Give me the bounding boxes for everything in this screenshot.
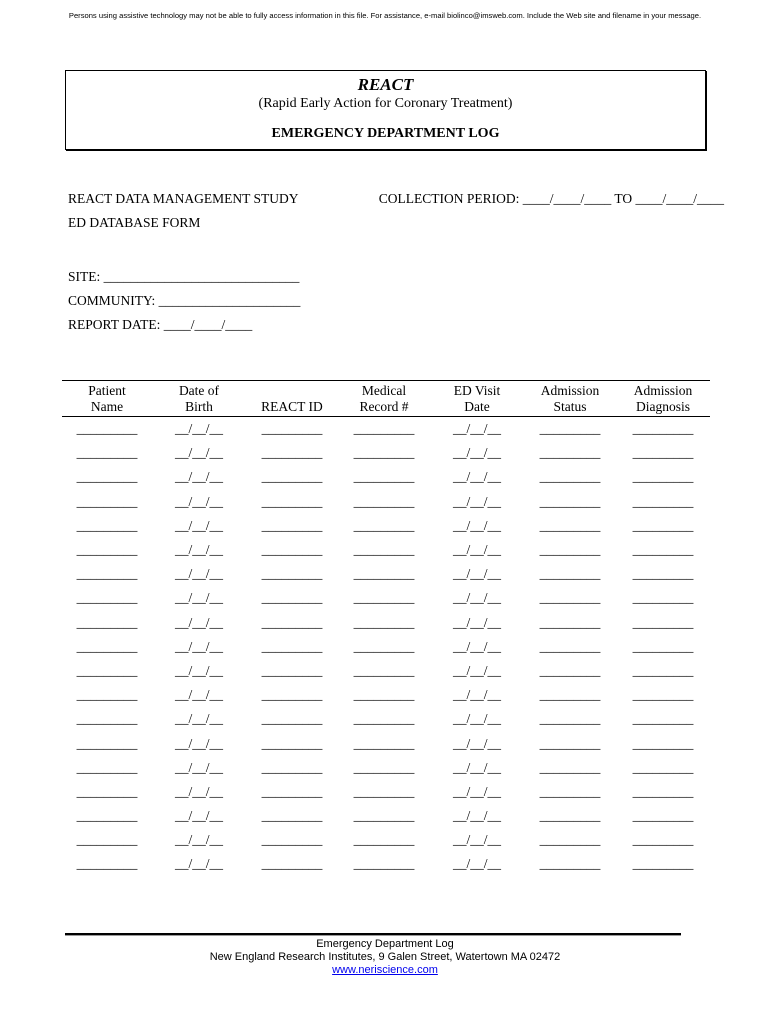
table-cell-blank[interactable]: _________ (76, 687, 138, 703)
table-cell-blank[interactable]: _________ (76, 832, 138, 848)
table-cell-blank[interactable]: __/__/__ (452, 542, 501, 558)
column-header (246, 381, 338, 417)
table-cell-blank[interactable]: _________ (353, 517, 415, 533)
column-header (430, 381, 524, 417)
table-row (62, 490, 710, 514)
table-cell-blank[interactable]: _________ (632, 445, 694, 461)
table-cell-blank[interactable]: _________ (261, 711, 323, 727)
table-cell-blank[interactable]: _________ (539, 469, 601, 485)
table-cell-blank[interactable]: _________ (76, 808, 138, 824)
table-cell-blank[interactable]: _________ (539, 856, 601, 872)
table-row (62, 635, 710, 659)
table-cell-blank[interactable]: _________ (261, 542, 323, 558)
table-cell-blank[interactable]: _________ (632, 711, 694, 727)
column-header-line1: ED Visit (453, 383, 501, 398)
table-cell-blank[interactable]: __/__/__ (174, 662, 223, 678)
table-row (62, 514, 710, 538)
footer-divider (65, 933, 681, 935)
table-cell-blank[interactable]: _________ (76, 735, 138, 751)
column-header (338, 381, 430, 417)
footer-title: Emergency Department Log (316, 938, 454, 950)
table-cell-blank[interactable]: __/__/__ (452, 783, 501, 799)
table-cell-blank[interactable]: _________ (353, 735, 415, 751)
table-cell-blank[interactable]: _________ (261, 735, 323, 751)
table-row (62, 586, 710, 610)
table-cell-blank[interactable]: __/__/__ (174, 517, 223, 533)
table-cell-blank[interactable]: __/__/__ (452, 808, 501, 824)
table-cell-blank[interactable]: _________ (76, 856, 138, 872)
table-cell-blank[interactable]: _________ (632, 517, 694, 533)
table-cell-blank[interactable]: __/__/__ (174, 832, 223, 848)
table-row (62, 731, 710, 755)
table-cell-blank[interactable]: _________ (539, 542, 601, 558)
table-cell-blank[interactable]: _________ (76, 590, 138, 606)
table-cell-blank[interactable]: __/__/__ (174, 711, 223, 727)
table-cell-blank[interactable]: _________ (261, 662, 323, 678)
table-cell-blank[interactable]: __/__/__ (174, 783, 223, 799)
table-cell-blank[interactable]: _________ (539, 808, 601, 824)
table-cell-blank[interactable]: _________ (353, 687, 415, 703)
column-header-line1: Date of (178, 383, 220, 398)
table-cell-blank[interactable]: _________ (261, 469, 323, 485)
log-title: EMERGENCY DEPARTMENT LOG (271, 126, 500, 141)
table-row (62, 804, 710, 828)
table-cell-blank[interactable]: __/__/__ (174, 445, 223, 461)
table-cell-blank[interactable]: _________ (539, 759, 601, 775)
table-row (62, 659, 710, 683)
table-cell-blank[interactable]: _________ (632, 469, 694, 485)
table-cell-blank[interactable]: _________ (539, 638, 601, 654)
table-cell-blank[interactable]: __/__/__ (174, 421, 223, 437)
table-cell-blank[interactable]: _________ (76, 566, 138, 582)
table-header-row (62, 381, 710, 417)
column-header-line2: Record # (359, 399, 409, 414)
table-row (62, 465, 710, 489)
table-cell-blank[interactable]: __/__/__ (452, 735, 501, 751)
table-row (62, 417, 710, 442)
column-header-line2: Name (90, 399, 124, 414)
table-cell-blank[interactable]: __/__/__ (452, 517, 501, 533)
table-cell-blank[interactable]: __/__/__ (452, 421, 501, 437)
table-cell-blank[interactable]: _________ (632, 542, 694, 558)
table-cell-blank[interactable]: _________ (261, 445, 323, 461)
table-cell-blank[interactable]: __/__/__ (452, 711, 501, 727)
table-cell-blank[interactable]: _________ (261, 517, 323, 533)
column-header-line2: Birth (185, 399, 213, 414)
table-cell-blank[interactable]: _________ (261, 687, 323, 703)
table-cell-blank[interactable]: _________ (632, 493, 694, 509)
table-cell-blank[interactable]: __/__/__ (174, 759, 223, 775)
table-cell-blank[interactable]: _________ (353, 711, 415, 727)
site-field[interactable]: SITE: _____________________________ (68, 269, 300, 284)
column-header (616, 381, 710, 417)
table-row (62, 852, 710, 876)
table-cell-blank[interactable]: _________ (261, 759, 323, 775)
table-cell-blank[interactable]: __/__/__ (174, 735, 223, 751)
table-cell-blank[interactable]: _________ (353, 856, 415, 872)
table-cell-blank[interactable]: _________ (261, 566, 323, 582)
column-header-line2: Status (553, 399, 587, 414)
table-cell-blank[interactable]: __/__/__ (174, 469, 223, 485)
table-row (62, 441, 710, 465)
table-cell-blank[interactable]: _________ (632, 590, 694, 606)
table-cell-blank[interactable]: _________ (539, 614, 601, 630)
table-cell-blank[interactable]: _________ (261, 808, 323, 824)
table-row (62, 707, 710, 731)
table-cell-blank[interactable]: __/__/__ (452, 493, 501, 509)
column-header-line2: REACT ID (261, 399, 323, 414)
table-cell-blank[interactable]: _________ (353, 493, 415, 509)
table-cell-blank[interactable]: __/__/__ (174, 493, 223, 509)
table-cell-blank[interactable]: _________ (539, 735, 601, 751)
table-cell-blank[interactable]: _________ (353, 662, 415, 678)
table-cell-blank[interactable]: _________ (353, 590, 415, 606)
table-cell-blank[interactable]: _________ (353, 445, 415, 461)
table-cell-blank[interactable]: _________ (539, 832, 601, 848)
table-cell-blank[interactable]: _________ (76, 638, 138, 654)
table-cell-blank[interactable]: _________ (76, 542, 138, 558)
table-cell-blank[interactable]: _________ (353, 566, 415, 582)
table-cell-blank[interactable]: _________ (539, 421, 601, 437)
table-cell-blank[interactable]: _________ (76, 445, 138, 461)
table-cell-blank[interactable]: _________ (539, 783, 601, 799)
table-cell-blank[interactable]: __/__/__ (174, 590, 223, 606)
table-cell-blank[interactable]: _________ (261, 856, 323, 872)
table-cell-blank[interactable]: _________ (76, 517, 138, 533)
table-cell-blank[interactable]: __/__/__ (174, 687, 223, 703)
title-box (65, 70, 706, 150)
table-cell-blank[interactable]: __/__/__ (174, 614, 223, 630)
table-cell-blank[interactable]: __/__/__ (452, 445, 501, 461)
footer-address: New England Research Institutes, 9 Galen Street, Watertown MA 02472 (209, 951, 561, 963)
table-cell-blank[interactable]: _________ (76, 662, 138, 678)
column-header-line1 (246, 383, 338, 399)
column-header-line2: Diagnosis (636, 399, 690, 414)
table-cell-blank[interactable]: _________ (353, 638, 415, 654)
table-body (62, 417, 710, 877)
table-cell-blank[interactable]: _________ (353, 469, 415, 485)
table-cell-blank[interactable]: __/__/__ (452, 614, 501, 630)
form-subtitle: (Rapid Early Action for Coronary Treatment) (258, 96, 513, 111)
column-header-line1: Medical (361, 383, 407, 398)
table-cell-blank[interactable]: _________ (539, 566, 601, 582)
collection-period-field[interactable]: COLLECTION PERIOD: ____/____/____ TO ____/____/____ (378, 191, 724, 206)
table-cell-blank[interactable]: __/__/__ (452, 566, 501, 582)
table-cell-blank[interactable]: __/__/__ (452, 469, 501, 485)
community-field[interactable]: COMMUNITY: _____________________ (68, 293, 301, 308)
table-cell-blank[interactable]: __/__/__ (452, 832, 501, 848)
table-cell-blank[interactable]: _________ (353, 783, 415, 799)
table-cell-blank[interactable]: _________ (539, 711, 601, 727)
table-cell-blank[interactable]: _________ (632, 808, 694, 824)
table-cell-blank[interactable]: _________ (632, 856, 694, 872)
table-cell-blank[interactable]: _________ (76, 469, 138, 485)
table-cell-blank[interactable]: _________ (261, 614, 323, 630)
table-cell-blank[interactable]: __/__/__ (452, 662, 501, 678)
table-cell-blank[interactable]: _________ (539, 517, 601, 533)
table-cell-blank[interactable]: __/__/__ (452, 856, 501, 872)
table-cell-blank[interactable]: _________ (632, 638, 694, 654)
form-title: REACT (357, 75, 414, 94)
table-row (62, 683, 710, 707)
table-cell-blank[interactable]: _________ (353, 808, 415, 824)
table-cell-blank[interactable]: _________ (353, 614, 415, 630)
footer-website-link[interactable]: www.neriscience.com (332, 964, 438, 976)
table-cell-blank[interactable]: _________ (261, 421, 323, 437)
table-cell-blank[interactable]: _________ (632, 566, 694, 582)
table-cell-blank[interactable]: _________ (632, 735, 694, 751)
footer (0, 938, 770, 977)
table-cell-blank[interactable]: _________ (632, 759, 694, 775)
table-cell-blank[interactable]: _________ (76, 783, 138, 799)
table-cell-blank[interactable]: _________ (261, 590, 323, 606)
table-row (62, 562, 710, 586)
table-cell-blank[interactable]: _________ (632, 832, 694, 848)
table-row (62, 828, 710, 852)
table-cell-blank[interactable]: __/__/__ (452, 759, 501, 775)
column-header-line1: Admission (540, 383, 600, 398)
table-row (62, 611, 710, 635)
column-header-line1: Admission (633, 383, 693, 398)
table-cell-blank[interactable]: __/__/__ (174, 638, 223, 654)
table-row (62, 756, 710, 780)
column-header (62, 381, 152, 417)
table-cell-blank[interactable]: _________ (261, 783, 323, 799)
table-cell-blank[interactable]: _________ (539, 445, 601, 461)
table-cell-blank[interactable]: _________ (76, 759, 138, 775)
column-header-line2: Date (464, 399, 490, 414)
table-cell-blank[interactable]: _________ (353, 832, 415, 848)
table-cell-blank[interactable]: _________ (261, 832, 323, 848)
table-cell-blank[interactable]: _________ (353, 542, 415, 558)
table-cell-blank[interactable]: __/__/__ (452, 687, 501, 703)
table-cell-blank[interactable]: _________ (632, 614, 694, 630)
table-cell-blank[interactable]: _________ (632, 421, 694, 437)
table-cell-blank[interactable]: _________ (539, 493, 601, 509)
table-cell-blank[interactable]: _________ (632, 783, 694, 799)
table-row (62, 780, 710, 804)
table-cell-blank[interactable]: _________ (632, 687, 694, 703)
table-cell-blank[interactable]: _________ (539, 687, 601, 703)
table-cell-blank[interactable]: _________ (632, 662, 694, 678)
table-cell-blank[interactable]: _________ (76, 614, 138, 630)
table-cell-blank[interactable]: __/__/__ (452, 638, 501, 654)
table-cell-blank[interactable]: __/__/__ (174, 856, 223, 872)
form-name: ED DATABASE FORM (68, 215, 201, 230)
table-cell-blank[interactable]: _________ (261, 638, 323, 654)
table-cell-blank[interactable]: __/__/__ (174, 808, 223, 824)
column-header-line1: Patient (88, 383, 126, 398)
table-cell-blank[interactable]: __/__/__ (174, 542, 223, 558)
table-cell-blank[interactable]: _________ (76, 493, 138, 509)
table-cell-blank[interactable]: _________ (76, 421, 138, 437)
table-cell-blank[interactable]: _________ (353, 421, 415, 437)
table-cell-blank[interactable]: _________ (539, 662, 601, 678)
table-row (62, 538, 710, 562)
report-date-field[interactable]: REPORT DATE: ____/____/____ (68, 317, 253, 332)
table-cell-blank[interactable]: __/__/__ (174, 566, 223, 582)
ed-log-table (62, 380, 710, 877)
accessibility-notice: Persons using assistive technology may not be able to fully access information in this file. For assistance, e-mail biolinco@imsweb.com. Include the Web site and filename in your message. (68, 11, 702, 20)
column-header (524, 381, 616, 417)
table-cell-blank[interactable]: __/__/__ (452, 590, 501, 606)
table-cell-blank[interactable]: _________ (353, 759, 415, 775)
table-cell-blank[interactable]: _________ (76, 711, 138, 727)
column-header (152, 381, 246, 417)
table-cell-blank[interactable]: _________ (261, 493, 323, 509)
table-cell-blank[interactable]: _________ (539, 590, 601, 606)
study-name: REACT DATA MANAGEMENT STUDY (68, 191, 299, 206)
